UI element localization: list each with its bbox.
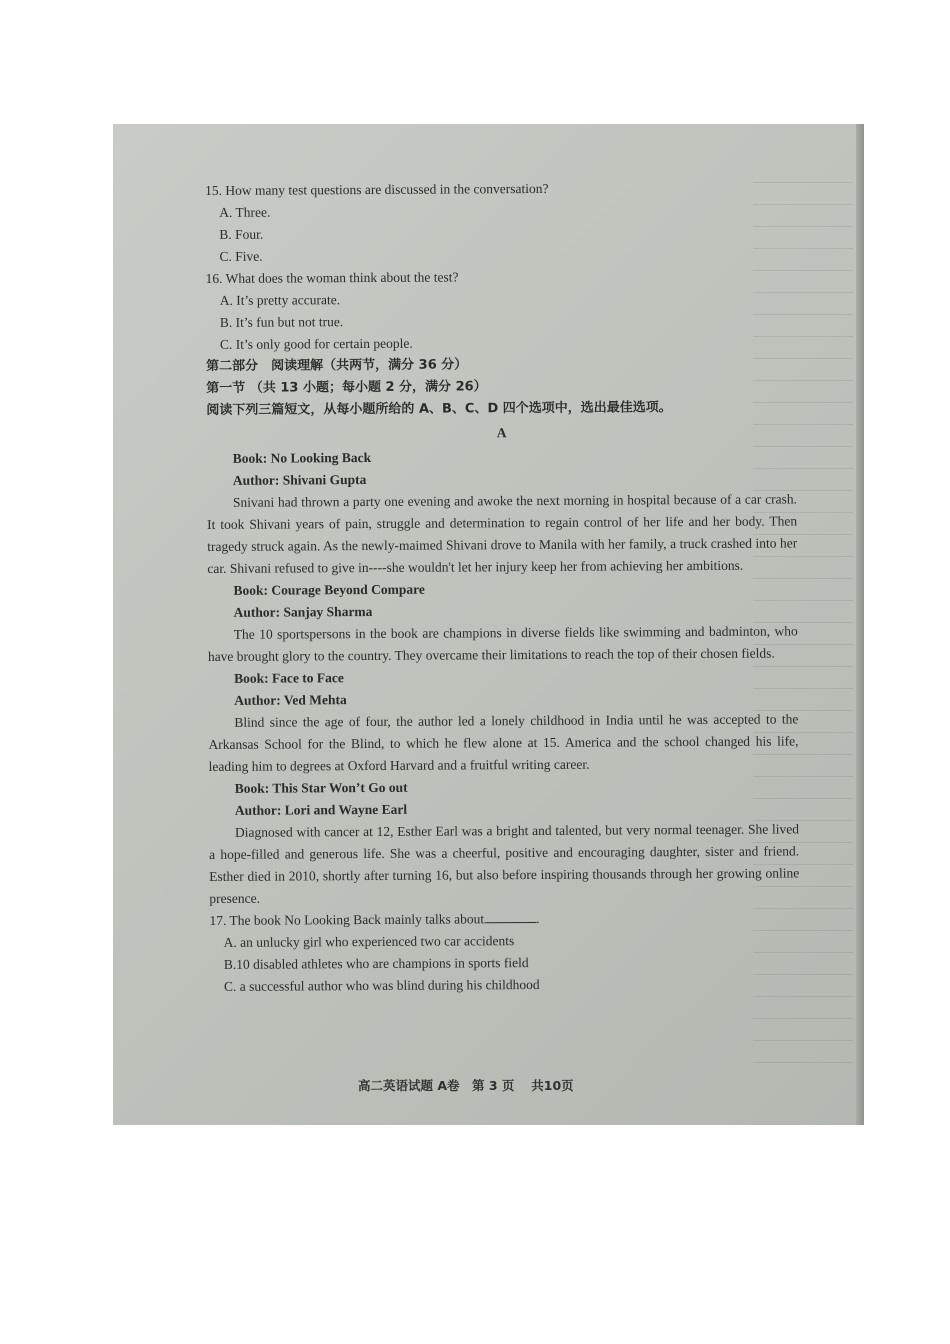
question-17-stem: 17. The book No Looking Back mainly talks about (209, 911, 485, 928)
question-15-option-c: C. Five. (219, 248, 263, 264)
question-17-option-b: B.10 disabled athletes who are champions in sports field (223, 955, 529, 972)
book-author: Author: Lori and Wayne Earl (234, 801, 408, 818)
book-description: Diagnosed with cancer at 12, Esther Earl was a bright and talented, but very normal teenager. She lived a hope-filled and generous life. She was a cheerful, positive and encouraging daughter, sister and friend. Esther died in 2010, shortly after turning 16, but also before inspiring thousands through her growing online presence. (209, 821, 800, 906)
book-description: Blind since the age of four, the author led a lonely childhood in India until he was accepted to the Arkansas School for the Blind, to which he flew alone at 15. America and the school changed his life, leading him to degrees at Oxford Harvard and a fruitful writing career. (208, 711, 799, 774)
section-subtitle: 第一节 （共 13 小题；每小题 2 分，满分 26） (206, 379, 487, 396)
answer-blank (484, 910, 536, 923)
question-16: 16. What does the woman think about the test? (205, 269, 459, 286)
question-17-option-a: A. an unlucky girl who experienced two car accidents (223, 933, 515, 950)
question-17-option-c: C. a successful author who was blind during his childhood (223, 976, 540, 994)
reading-instruction: 阅读下列三篇短文，从每小题所给的 A、B、C、D 四个选项中，选出最佳选项。 (206, 400, 672, 418)
question-16-option-a: A. It’s pretty accurate. (219, 292, 341, 308)
book-author: Author: Sanjay Sharma (233, 603, 373, 620)
question-15-option-b: B. Four. (219, 226, 264, 242)
part-title: 第二部分 阅读理解（共两节，满分 36 分） (206, 357, 468, 374)
book-description: Snivani had thrown a party one evening and awoke the next morning in hospital because of a car crash. It took Shivani years of pain, struggle and determination to regain control of her life and her body. Then tragedy struck again. As the newly-maimed Shivani drove to Manila with her family, a truck crashed into her car. Shivani refused to give in----she wouldn't let her injury keep her from achieving her ambitions. (207, 491, 798, 576)
book-title: Book: Courage Beyond Compare (233, 581, 425, 598)
question-16-option-b: B. It’s fun but not true. (219, 314, 344, 330)
book-author: Author: Ved Mehta (234, 692, 347, 708)
exam-page-content (205, 176, 800, 998)
question-17-stem-end: . (536, 910, 540, 926)
book-description: The 10 sportspersons in the book are champions in diverse fields like swimming and badminton, who have brought glory to the country. They overcame their limitations to reach the top of their chosen fields. (207, 623, 798, 664)
question-16-option-c: C. It’s only good for certain people. (219, 335, 413, 352)
book-title: Book: This Star Won’t Go out (234, 779, 408, 796)
document-photo (113, 124, 864, 1125)
page-footer: 高二英语试题 A卷 第 3 页 共10页 (358, 1078, 574, 1093)
book-title: Book: Face to Face (233, 670, 344, 686)
paper-edge (856, 124, 864, 1125)
question-15-option-a: A. Three. (219, 204, 271, 220)
book-title: Book: No Looking Back (232, 449, 372, 466)
passage-letter: A (496, 425, 507, 441)
book-author: Author: Shivani Gupta (232, 472, 367, 488)
question-15: 15. How many test questions are discussed in the conversation? (205, 180, 549, 198)
